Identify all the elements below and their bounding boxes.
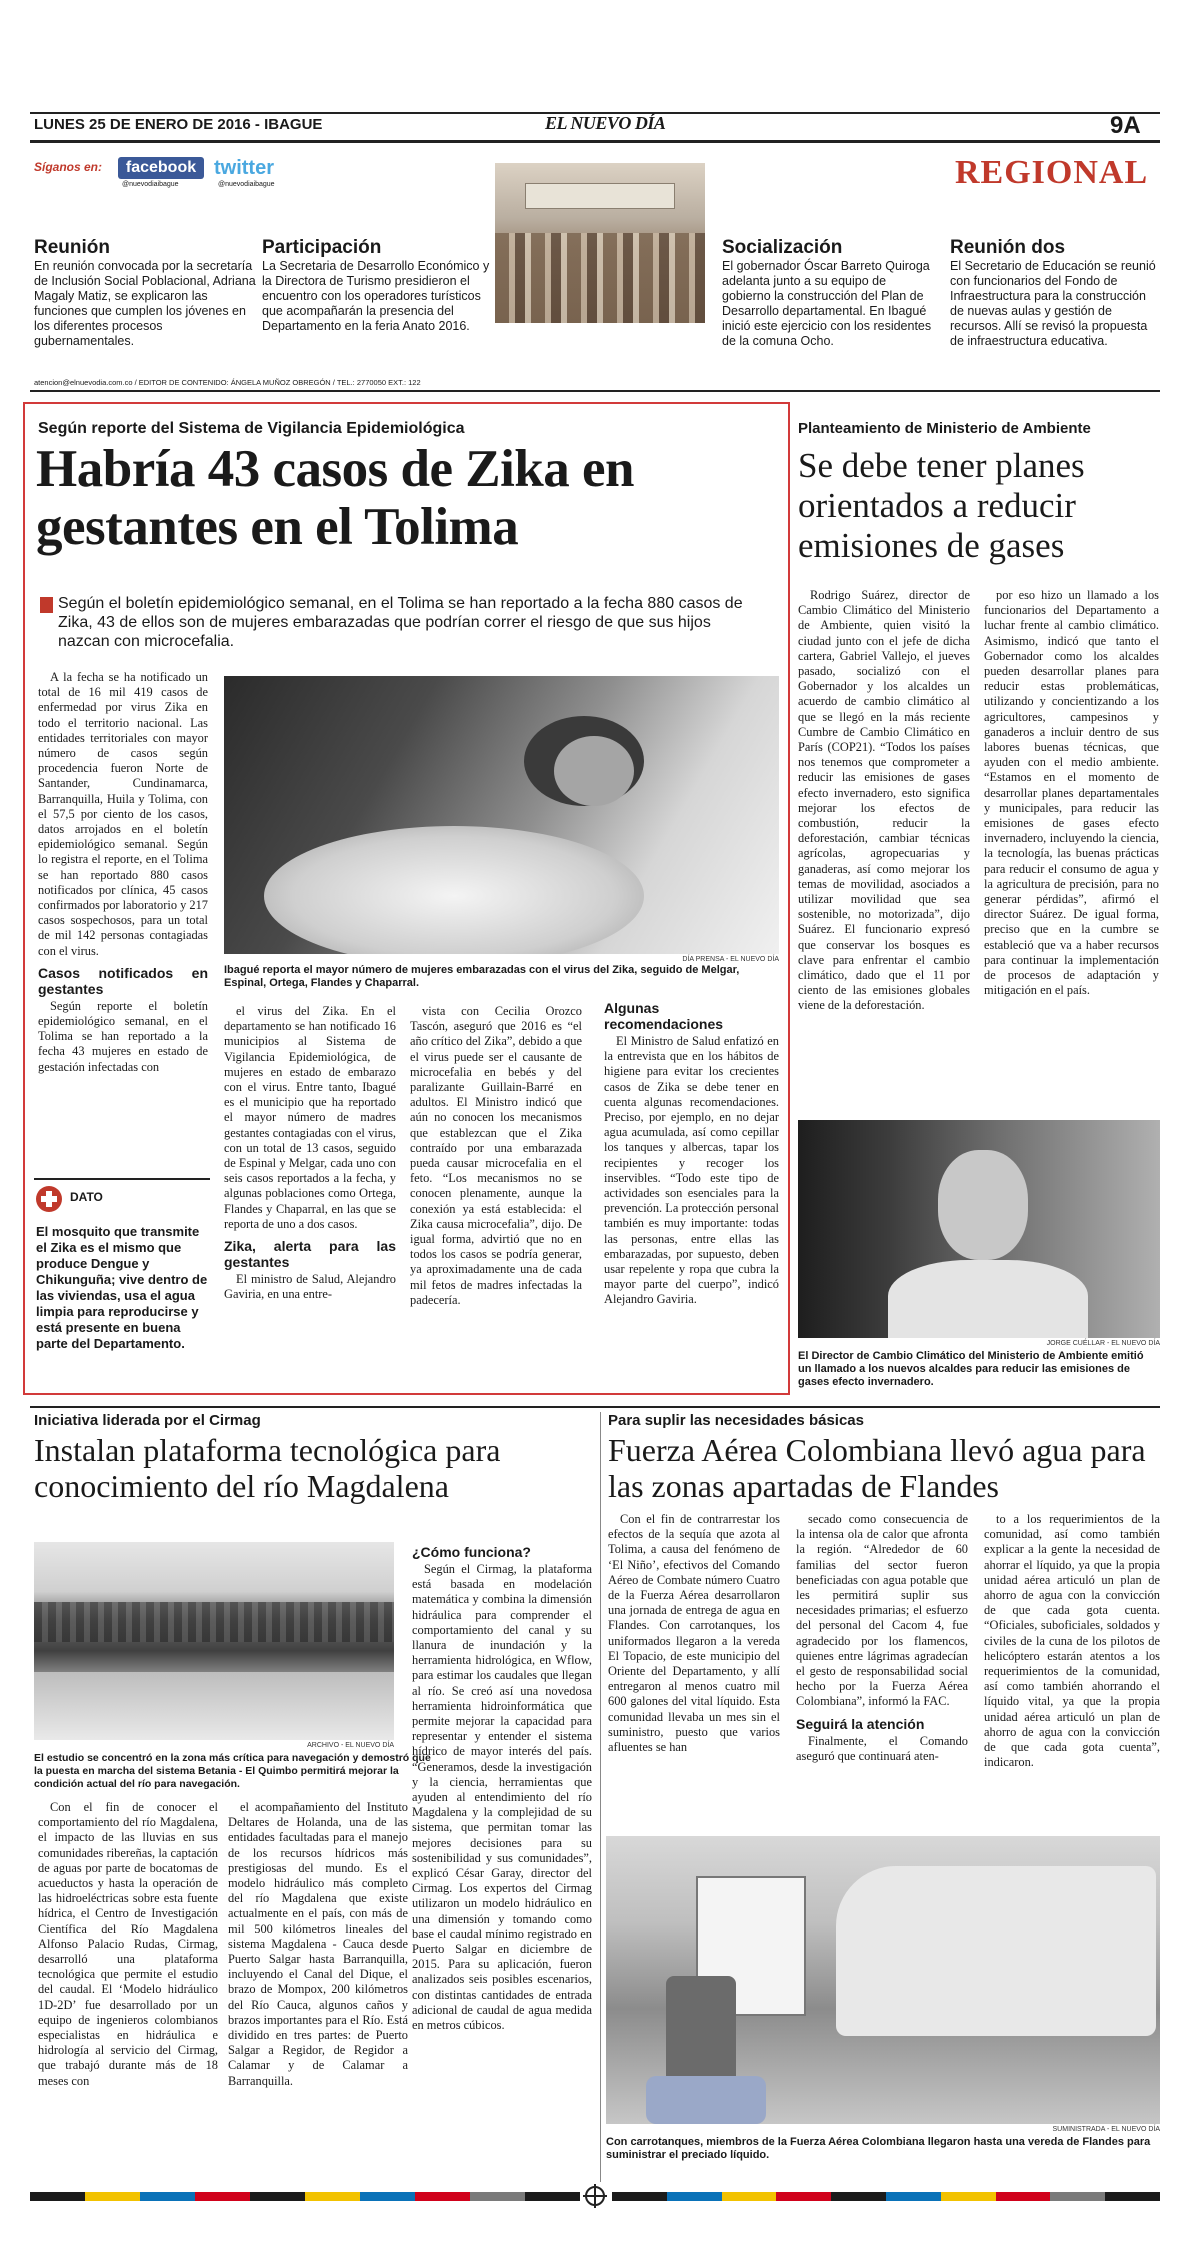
brief-socializacion xyxy=(722,237,937,349)
dato-text: El mosquito que transmite el Zika es el mismo que produce Dengue y Chikunguña; vive dentro de las viviendas, usa el agua limpia para reproducirse y está presente en buena parte del Departamento. xyxy=(36,1224,208,1351)
subhead: Zika, alerta para las gestantes xyxy=(224,1238,396,1271)
color-bar-right xyxy=(612,2192,1160,2201)
issue-date: LUNES 25 DE ENERO DE 2016 - IBAGUE xyxy=(34,116,323,133)
dato-label: DATO xyxy=(70,1190,103,1204)
zika-lead: Según el boletín epidemiológico semanal, en el Tolima se han reportado a la fecha 880 casos de Zika, 43 de ellos son de mujeres embarazadas que podrían correr el riesgo de que sus hijos nazcan con microcefalia. xyxy=(58,595,743,650)
zika-kicker: Según reporte del Sistema de Vigilancia Epidemiológica xyxy=(38,420,465,437)
social-label: Síganos en: xyxy=(34,160,103,174)
info-icon xyxy=(36,1186,62,1212)
brief-title: Reunión dos xyxy=(950,237,1066,258)
fac-col2 xyxy=(796,1512,968,1764)
paragraph: A la fecha se ha notificado un total de 16 mil 419 casos de enfermedad por virus Zika en todo el territorio nacional. Las entidades territoriales con mayor número de casos según procedencia fueron Norte de Santander, Cundinamarca, Barranquilla, Huila y Tolima, con el 57,5 por ciento de los casos, datos arrojados en el boletín epidemiológico semanal. Según lo registra el reporte, en el Tolima se han reportado 880 casos notificados por clínica, 45 casos confirmados por laboratorio y 217 casos sospechosos, para un total de mil 142 personas contagiadas con el virus. xyxy=(38,670,208,958)
brief-title: Reunión xyxy=(34,237,110,258)
brief-text: En reunión convocada por la secretaría de Inclusión Social Poblacional, Adriana Magaly Matiz, se explicaron las funciones que cumplen los jóvenes en los diferentes procesos gubernamentales. xyxy=(34,259,256,348)
paragraph: Finalmente, el Comando aseguró que continuará aten- xyxy=(796,1733,968,1763)
brief-reunion xyxy=(34,237,259,349)
ambiente-col2 xyxy=(984,588,1159,998)
subhead: ¿Cómo funciona? xyxy=(412,1544,531,1560)
paragraph: el acompañamiento del Instituto Deltares de Holanda, una de las entidades facultadas para el manejo de los recursos hídricos más prestigiosas del mundo. Es el modelo hidráulico más completo del río Magdalena que existe actualmente en el país, con más de mil 500 kilómetros lineales del sistema Magdalena - Cauca desde Puerto Salgar hasta Barranquilla, incluyendo el Canal del Dique, el brazo de Mompox, 200 kilómetros del Río Cauca, algunos caños y brazos importantes para el Río. Está dividido en tres partes: de Puerto Salgar a Regidor, de Regidor a Calamar y de Calamar a Barranquilla. xyxy=(228,1800,408,2088)
water-truck-photo xyxy=(606,1836,1160,2124)
facebook-logo[interactable] xyxy=(118,157,204,179)
zika-col3 xyxy=(410,1004,582,1308)
ambiente-headline: Se debe tener planes orientados a reducir emisiones de gases xyxy=(798,446,1085,565)
dato-box xyxy=(34,1178,210,1388)
photo-credit: SUMINISTRADA - EL NUEVO DÍA xyxy=(1052,2126,1160,2133)
facebook-handle: @nuevodiaibague xyxy=(122,181,179,188)
section-name: REGIONAL xyxy=(955,154,1149,191)
paragraph: to a los requerimientos de la comunidad, así como también explicar a la gente la necesidad de ahorrar el líquido, ya que la propia unidad aérea articuló un plan de ahorro de agua con la convicción de que cada gota cuenta. “Oficiales, suboficiales, soldados y civiles de la cuna de los pilotos de helicóptero estarán atentos a los requerimientos de la comunidad, así como también ahorrando el líquido vital, ya que la propia unidad aérea articuló un plan de ahorro de agua con la convicción de que cada gota cuenta”, indicaron. xyxy=(984,1512,1160,1770)
brief-participacion xyxy=(262,237,490,334)
paragraph: Según el Cirmag, la plataforma está basada en modelación matemática y combina la dimensión hidráulica para comprender el comportamiento del canal y su llanura de inundación y la herramienta hidrológica, en Wflow, para estimar los caudales que llegan al río. Se creó así una novedosa herramienta hidroinformática que permite mejorar la capacidad para representar y entender el sistema hídrico de mayor interés del país. “Generamos, desde la investigación y la ciencia, herramientas que ayuden al entendimiento del río Magdalena y la complejidad de su sistema, que permitan tomar las mejores decisiones para su sostenibilidad y sus comunidades”, explicó César Garay, director del Cirmag. Los expertos del Cirmag utilizaron un modelo hidráulico en una dimensión y tomando como base el caudal mínimo registrado en Puerto Salgar en diciembre de 2015. Para su aplicación, fueron analizados seis posibles escenarios, con distintas cantidades de entrada adicional de caudal de agua medida en metros cúbicos. xyxy=(412,1562,592,2033)
lead-marker xyxy=(40,597,53,613)
zika-col4 xyxy=(604,1000,779,1308)
paragraph: Rodrigo Suárez, director de Cambio Climático del Ministerio de Ambiente, quien visitó la ciudad junto con el jefe de dicha cartera, Gabriel Vallejo, el jueves pasado, socializó con el Gobernador y los alcaldes un acuerdo de cambio climático al que se llegó en la más reciente Cumbre de Cambio Climático en París (COP21). “Todos los países nos tenemos que comprometer a reducir las emisiones de gases efecto invernadero, esto significa mejorar los efectos de combustión, reducir la deforestación, cambiar técnicas agrícolas, agropecuarias y ganaderas, así como mejorar los temas de movilidad, asociados a utilizar movilidad que sea sostenible, no motorizada”, dijo Suárez. El funcionario expresó que conservar los bosques es clave para enfrentar el cambio climático, dado que el 11 por ciento de las emisiones globales viene de la deforestación. xyxy=(798,588,970,1013)
fac-col3 xyxy=(984,1512,1160,1770)
cirmag-col3 xyxy=(412,1544,592,2033)
paragraph: por eso hizo un llamado a los funcionarios del Departamento a luchar frente al cambio climático. Asimismo, indicó que tanto el Gobernador como los alcaldes pueden desarrollar planes para reducir estas problemáticas, utilizando y concientizando a los agricultores, campesinos y ganaderos a incluir dentro de sus labores buenas técnicas, que ayuden con el medio ambiente. “Estamos en el momento de desarrollar planes departamentales y municipales, para reducir las emisiones de gases efecto invernadero, incluyendo la ciencia, la tecnología, las buenas prácticas para reducir el consumo de agua y la agricultura de precisión, para no generar pérdidas”, afirmó el director Suárez. De igual forma, preciso que en la cumbre se estableció que va a haber recursos para continuar la implementación de procesos de adaptación y mitigación en el país. xyxy=(984,588,1159,998)
brief-title: Socialización xyxy=(722,237,843,258)
zika-caption: Ibagué reporta el mayor número de mujeres embarazadas con el virus del Zika, seguido de Melgar, Espinal, Ortega, Flandes y Chaparral. xyxy=(224,964,740,989)
fac-caption: Con carrotanques, miembros de la Fuerza Aérea Colombiana llegaron hasta una vereda de Flandes para suministrar el preciado líquido. xyxy=(606,2136,1151,2161)
photo-credit: JORGE CUÉLLAR - EL NUEVO DÍA xyxy=(1046,1340,1160,1347)
color-bar-left xyxy=(30,2192,580,2201)
masthead-logo: EL NUEVO DÍA xyxy=(545,113,666,133)
paragraph: el virus del Zika. En el departamento se han notificado 16 municipios al Sistema de Vigilancia Epidemiológica, de mujeres en estado de embarazo con el virus. Entre tanto, Ibagué es el municipio que ha reportado el mayor número de madres gestantes contagiadas con el virus, con un total de 13 casos, seguido de Espinal y Melgar, cada uno con seis casos reportados a la fecha, y algunas poblaciones como Ortega, Flandes y Chaparral, en las que se reporta de uno a dos casos. xyxy=(224,1004,396,1231)
paragraph: Con el fin de contrarrestar los efectos de la sequía que azota al Tolima, a causa del fenómeno de ‘El Niño’, efectivos del Comando Aéreo de Combate número Cuatro de la Fuerza Aérea desarrollaron una jornada de entrega de agua en Flandes. Con carrotanques, los uniformados llegaron a la vereda El Topacio, de este municipio del Oriente del Departamento, y allí entregaron al menos cuatro mil 600 galones del vital líquido. Esta comunidad llevaba un mes sin el suministro, puesto que varios afluentes se han xyxy=(608,1512,780,1755)
ambiente-caption: El Director de Cambio Climático del Ministerio de Ambiente emitió un llamado a los nuevos alcaldes para reducir las emisiones de gases efecto invernadero. xyxy=(798,1350,1144,1388)
cirmag-col1 xyxy=(38,1800,218,2089)
zika-headline: Habría 43 casos de Zika en gestantes en el Tolima xyxy=(36,440,635,556)
paragraph: Según reporte el boletín epidemiológico semanal, en el Tolima se han reportado a la fecha 43 mujeres en estado de gestación infectadas con xyxy=(38,998,208,1074)
photo-credit: DÍA PRENSA - EL NUEVO DÍA xyxy=(682,956,779,963)
contact-line: atencion@elnuevodia.com.co / EDITOR DE CONTENIDO: ÁNGELA MUÑOZ OBREGÓN / TEL.: 2770050 EXT.: 122 xyxy=(34,378,421,387)
ambiente-col1 xyxy=(798,588,970,1014)
paragraph: Con el fin de conocer el comportamiento del río Magdalena, el impacto de las lluvias en sus comunidades ribereñas, la captación de aguas por parte de bocatomas de acueductos y hasta la operación de las hidroeléctricas sobre esta fuente hídrica, el Centro de Investigación Científica del Río Magdalena Alfonso Palacio Rudas, Cirmag, desarrolló una plataforma tecnológica que permite el estudio del caudal. El ‘Modelo hidráulico 1D-2D’ fue desarrollado por un equipo de ingenieros colombianos especialistas en hidráulica e hidrología al servicio del Cirmag, que trabajó durante más de 18 meses con xyxy=(38,1800,218,2088)
subhead: Algunas recomendaciones xyxy=(604,1000,724,1032)
facebook-label: facebook xyxy=(125,159,197,176)
brief-text: El gobernador Óscar Barreto Quiroga adelanta junto a su equipo de gobierno la construcción del Plan de Desarrollo departamental. En Ibagué inició este ejercicio con los residentes de la comuna Ocho. xyxy=(722,259,932,348)
page-number: 9A xyxy=(1110,112,1141,139)
paragraph: vista con Cecilia Orozco Tascón, aseguró que 2016 es “el año crítico del Zika”, debido a que el virus puede ser el causante de microcefalia en bebés y del paralizante Guillain-Barré en adultos. El Ministro indicó que aún no conocen los mecanismos que establezcan que el Zika contraído por una embarazada pueda causar microcefalia en el feto. “Los mecanismos no se conocen plenamente, aunque la conexión ya está establecida: el Zika causa microcefalia”, dijo. De igual forma, advirtió que no en todos los casos se podría generar, ya aproximadamente una de cada mil fetos de madres infectadas la padecería. xyxy=(410,1004,582,1307)
paragraph: El Ministro de Salud enfatizó en la entrevista que en los hábitos de higiene para evitar los crecientes casos de Zika se debe tener en cuenta algunas recomendaciones. Preciso, por ejemplo, en no dejar agua acumulada, así como cepillar los tanques y albercas, tapar los recipientes y recoger los inservibles. “Todo este tipo de actividades son esenciales para la prevención. La protección personal también es muy importante: todas las personas, entre ellas las embarazadas, por supuesto, deben usar repelente y ropa que cubra la mayor parte del cuerpo”, indicó Alejandro Gaviria. xyxy=(604,1034,779,1307)
twitter-handle: @nuevodiaibague xyxy=(218,181,275,188)
fac-headline: Fuerza Aérea Colombiana llevó agua para las zonas apartadas de Flandes xyxy=(608,1432,1146,1504)
registration-mark-icon xyxy=(585,2186,605,2206)
brief-reunion-dos xyxy=(950,237,1160,349)
twitter-logo[interactable]: twitter xyxy=(214,157,274,179)
paragraph: El ministro de Salud, Alejandro Gaviria, en una entre- xyxy=(224,1272,396,1302)
river-photo xyxy=(34,1542,394,1740)
subhead: Casos notificados en gestantes xyxy=(38,964,208,997)
photo-credit: ARCHIVO - EL NUEVO DÍA xyxy=(307,1742,394,1749)
subhead: Seguirá la atención xyxy=(796,1715,925,1732)
zika-col2 xyxy=(224,1004,396,1302)
brief-text: La Secretaria de Desarrollo Económico y la Directora de Turismo presidieron el encuentro con los operadores turísticos que acompañarán la presencia del Departamento en la feria Anato 2016. xyxy=(262,259,490,333)
cirmag-headline: Instalan plataforma tecnológica para conocimiento del río Magdalena xyxy=(34,1432,501,1504)
ambiente-kicker: Planteamiento de Ministerio de Ambiente xyxy=(798,420,1091,437)
zika-col1 xyxy=(38,670,208,1075)
cirmag-kicker: Iniciativa liderada por el Cirmag xyxy=(34,1412,261,1429)
brief-text: El Secretario de Educación se reunió con funcionarios del Fondo de Infraestructura para la construcción de nuevas aulas y gestión de recursos. Allí se revisó la propuesta de infraestructura educativa. xyxy=(950,259,1156,348)
pregnant-woman-photo xyxy=(224,676,779,954)
fac-kicker: Para suplir las necesidades básicas xyxy=(608,1412,864,1429)
director-portrait-photo xyxy=(798,1120,1160,1338)
brief-title: Participación xyxy=(262,237,382,258)
fac-col1 xyxy=(608,1512,780,1755)
meeting-photo xyxy=(495,163,705,323)
paragraph: secado como consecuencia de la intensa ola de calor que afronta la región. “Alrededor de 60 familias del sector fueron beneficiadas con agua potable que les permitirá suplir sus necesidades primarias; el esfuerzo del personal del Cacom 4, fue agradecido por los flamencos, quienes entre lágrimas agradecían el gesto de responsabilidad social hecho por la Fuerza Aérea Colombiana”, informó la FAC. xyxy=(796,1512,968,1709)
cirmag-col2 xyxy=(228,1800,408,2089)
cirmag-caption: El estudio se concentró en la zona más crítica para navegación y demostró que la puesta en marcha del sistema Betania - El Quimbo permitirá mejorar la condición actual del río para navegación. xyxy=(34,1752,431,1790)
